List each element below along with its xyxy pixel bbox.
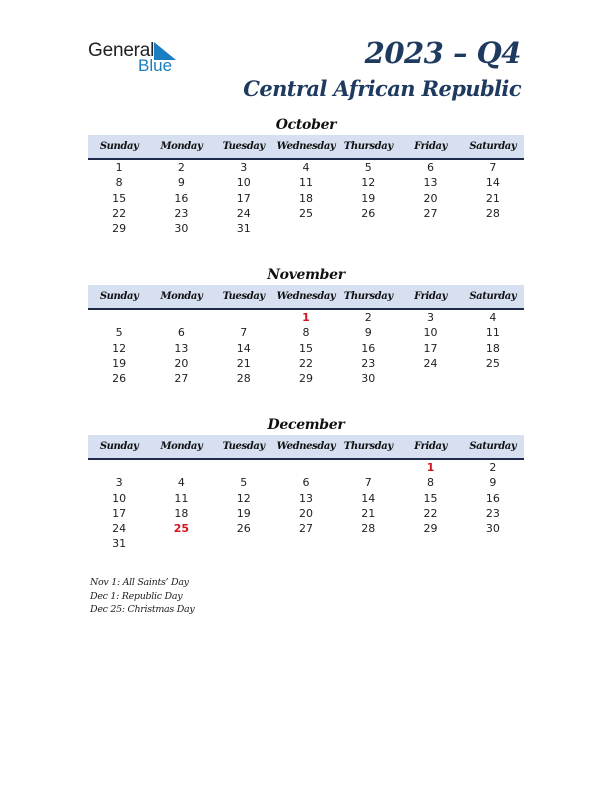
day-cell: 9 xyxy=(177,176,185,190)
weekday-label: Sunday xyxy=(99,291,139,302)
day-cell: 14 xyxy=(236,341,251,355)
day-cell: 23 xyxy=(174,206,189,220)
day-cell: 21 xyxy=(485,191,500,205)
week-row xyxy=(88,325,524,340)
weekday-label: Wednesday xyxy=(276,291,336,302)
day-cell: 20 xyxy=(298,506,313,520)
month-name: November xyxy=(267,267,345,283)
weekday-label: Wednesday xyxy=(276,141,336,152)
month-calendar-november xyxy=(88,265,524,386)
day-cell: 21 xyxy=(236,356,251,370)
day-cell: 22 xyxy=(298,356,313,370)
day-cell: 25 xyxy=(485,356,500,370)
month-calendar-october xyxy=(88,115,524,236)
weekday-label: Thursday xyxy=(343,291,393,302)
day-cell: 11 xyxy=(485,326,500,340)
day-cell: 6 xyxy=(427,161,435,174)
empty-day-cell xyxy=(150,536,212,551)
empty-day-cell xyxy=(150,460,212,475)
day-cell: 7 xyxy=(240,326,248,340)
week-row xyxy=(88,206,524,221)
day-cell: 11 xyxy=(174,491,189,505)
country-name: Central African Republic xyxy=(243,76,521,101)
week-row xyxy=(88,491,524,506)
day-cell: 8 xyxy=(302,326,310,340)
day-cell: 18 xyxy=(174,506,189,520)
holiday-note: Dec 1: Republic Day xyxy=(90,590,183,602)
day-cell: 29 xyxy=(298,372,313,386)
generalblue-logo xyxy=(88,40,188,80)
day-cell: 17 xyxy=(112,506,127,520)
day-cell: 5 xyxy=(364,161,372,174)
empty-day-cell xyxy=(462,221,524,236)
page-title: 2023 – Q4 xyxy=(364,36,521,70)
empty-day-cell xyxy=(213,310,275,325)
day-cell: 23 xyxy=(485,506,500,520)
week-row xyxy=(88,371,524,386)
day-cell: 4 xyxy=(302,161,310,174)
day-cell: 4 xyxy=(489,311,497,324)
day-cell: 2 xyxy=(364,311,372,324)
day-cell: 2 xyxy=(177,161,185,174)
empty-day-cell xyxy=(150,310,212,325)
day-cell: 30 xyxy=(361,372,376,386)
day-cell: 26 xyxy=(236,522,251,536)
day-cell: 19 xyxy=(361,191,376,205)
empty-day-cell xyxy=(88,460,150,475)
day-cell: 24 xyxy=(112,522,127,536)
day-cell: 7 xyxy=(364,476,372,490)
day-cell: 18 xyxy=(485,341,500,355)
day-cell: 22 xyxy=(423,506,438,520)
day-cell: 8 xyxy=(427,476,435,490)
week-row xyxy=(88,506,524,521)
day-cell: 17 xyxy=(236,191,251,205)
empty-day-cell xyxy=(462,371,524,386)
month-calendar-december xyxy=(88,415,524,552)
day-cell: 9 xyxy=(364,326,372,340)
holiday-notes xyxy=(90,576,194,617)
logo-word-blue: Blue xyxy=(138,56,173,75)
day-cell: 27 xyxy=(423,206,438,220)
holiday-note: Nov 1: All Saints’ Day xyxy=(90,577,189,588)
empty-day-cell xyxy=(399,536,461,551)
day-cell: 12 xyxy=(361,176,376,190)
empty-day-cell xyxy=(399,221,461,236)
weekday-label: Thursday xyxy=(343,441,393,452)
day-cell: 12 xyxy=(112,341,127,355)
day-cell: 18 xyxy=(298,191,313,205)
day-cell: 17 xyxy=(423,341,438,355)
weekday-label: Saturday xyxy=(469,291,517,302)
weekday-label: Friday xyxy=(414,291,447,302)
day-cell: 4 xyxy=(177,476,185,490)
day-cell: 8 xyxy=(115,176,123,190)
day-cell: 3 xyxy=(115,476,123,490)
day-cell: 16 xyxy=(174,191,189,205)
empty-day-cell xyxy=(462,536,524,551)
day-cell: 27 xyxy=(174,372,189,386)
empty-day-cell xyxy=(275,221,337,236)
month-name: December xyxy=(267,417,345,433)
day-cell: 28 xyxy=(236,372,251,386)
day-cell: 29 xyxy=(423,522,438,536)
week-row xyxy=(88,310,524,325)
day-cell: 15 xyxy=(423,491,438,505)
day-cell: 24 xyxy=(423,356,438,370)
day-cell: 30 xyxy=(485,522,500,536)
day-cell: 1 xyxy=(426,461,435,474)
empty-day-cell xyxy=(337,221,399,236)
weekday-label: Monday xyxy=(160,141,203,152)
weekday-label: Friday xyxy=(414,441,447,452)
day-cell: 3 xyxy=(427,311,435,324)
day-cell: 9 xyxy=(489,476,497,490)
day-cell: 15 xyxy=(298,341,313,355)
day-cell: 19 xyxy=(112,356,127,370)
day-cell: 26 xyxy=(112,372,127,386)
weekday-label: Saturday xyxy=(469,441,517,452)
day-cell: 25 xyxy=(173,522,190,536)
day-cell: 20 xyxy=(423,191,438,205)
week-row xyxy=(88,160,524,175)
day-cell: 24 xyxy=(236,206,251,220)
day-cell: 5 xyxy=(240,476,248,490)
weekday-label: Wednesday xyxy=(276,441,336,452)
weekday-header-row xyxy=(88,135,524,160)
holiday-note: Dec 25: Christmas Day xyxy=(90,604,195,615)
day-cell: 2 xyxy=(489,461,497,474)
logo-word-general: General xyxy=(88,40,155,61)
day-cell: 16 xyxy=(361,341,376,355)
day-cell: 3 xyxy=(240,161,248,174)
weekday-label: Tuesday xyxy=(222,141,265,152)
week-row xyxy=(88,536,524,551)
day-cell: 29 xyxy=(112,222,127,236)
weekday-label: Sunday xyxy=(99,441,139,452)
weekday-label: Tuesday xyxy=(222,291,265,302)
empty-day-cell xyxy=(337,536,399,551)
empty-day-cell xyxy=(88,310,150,325)
week-row xyxy=(88,221,524,236)
week-row xyxy=(88,460,524,475)
month-name: October xyxy=(275,117,337,133)
weekday-label: Friday xyxy=(414,141,447,152)
weekday-header-row xyxy=(88,435,524,460)
weekday-label: Tuesday xyxy=(222,441,265,452)
day-cell: 5 xyxy=(115,326,123,340)
week-row xyxy=(88,521,524,536)
day-cell: 12 xyxy=(236,491,251,505)
empty-day-cell xyxy=(275,460,337,475)
weekday-label: Thursday xyxy=(343,141,393,152)
weekday-label: Sunday xyxy=(99,141,139,152)
day-cell: 21 xyxy=(361,506,376,520)
day-cell: 13 xyxy=(298,491,313,505)
weekday-label: Monday xyxy=(160,291,203,302)
empty-day-cell xyxy=(275,536,337,551)
weekday-header-row xyxy=(88,285,524,310)
day-cell: 1 xyxy=(302,311,310,324)
day-cell: 28 xyxy=(485,206,500,220)
day-cell: 11 xyxy=(298,176,313,190)
empty-day-cell xyxy=(399,371,461,386)
day-cell: 13 xyxy=(174,341,189,355)
day-cell: 19 xyxy=(236,506,251,520)
empty-day-cell xyxy=(213,536,275,551)
day-cell: 30 xyxy=(174,222,189,236)
day-cell: 28 xyxy=(361,522,376,536)
day-cell: 27 xyxy=(298,522,313,536)
day-cell: 13 xyxy=(423,176,438,190)
day-cell: 16 xyxy=(485,491,500,505)
week-row xyxy=(88,356,524,371)
empty-day-cell xyxy=(213,460,275,475)
day-cell: 10 xyxy=(112,491,127,505)
day-cell: 10 xyxy=(236,176,251,190)
weekday-label: Saturday xyxy=(469,141,517,152)
week-row xyxy=(88,341,524,356)
day-cell: 26 xyxy=(361,206,376,220)
day-cell: 25 xyxy=(298,206,313,220)
day-cell: 1 xyxy=(115,161,123,174)
week-row xyxy=(88,475,524,490)
day-cell: 15 xyxy=(112,191,127,205)
day-cell: 6 xyxy=(302,476,310,490)
day-cell: 22 xyxy=(112,206,127,220)
week-row xyxy=(88,191,524,206)
day-cell: 20 xyxy=(174,356,189,370)
day-cell: 31 xyxy=(236,222,251,236)
empty-day-cell xyxy=(337,460,399,475)
day-cell: 7 xyxy=(489,161,497,174)
day-cell: 6 xyxy=(177,326,185,340)
day-cell: 14 xyxy=(361,491,376,505)
day-cell: 31 xyxy=(112,537,127,551)
weekday-label: Monday xyxy=(160,441,203,452)
day-cell: 10 xyxy=(423,326,438,340)
week-row xyxy=(88,175,524,190)
day-cell: 23 xyxy=(361,356,376,370)
day-cell: 14 xyxy=(485,176,500,190)
